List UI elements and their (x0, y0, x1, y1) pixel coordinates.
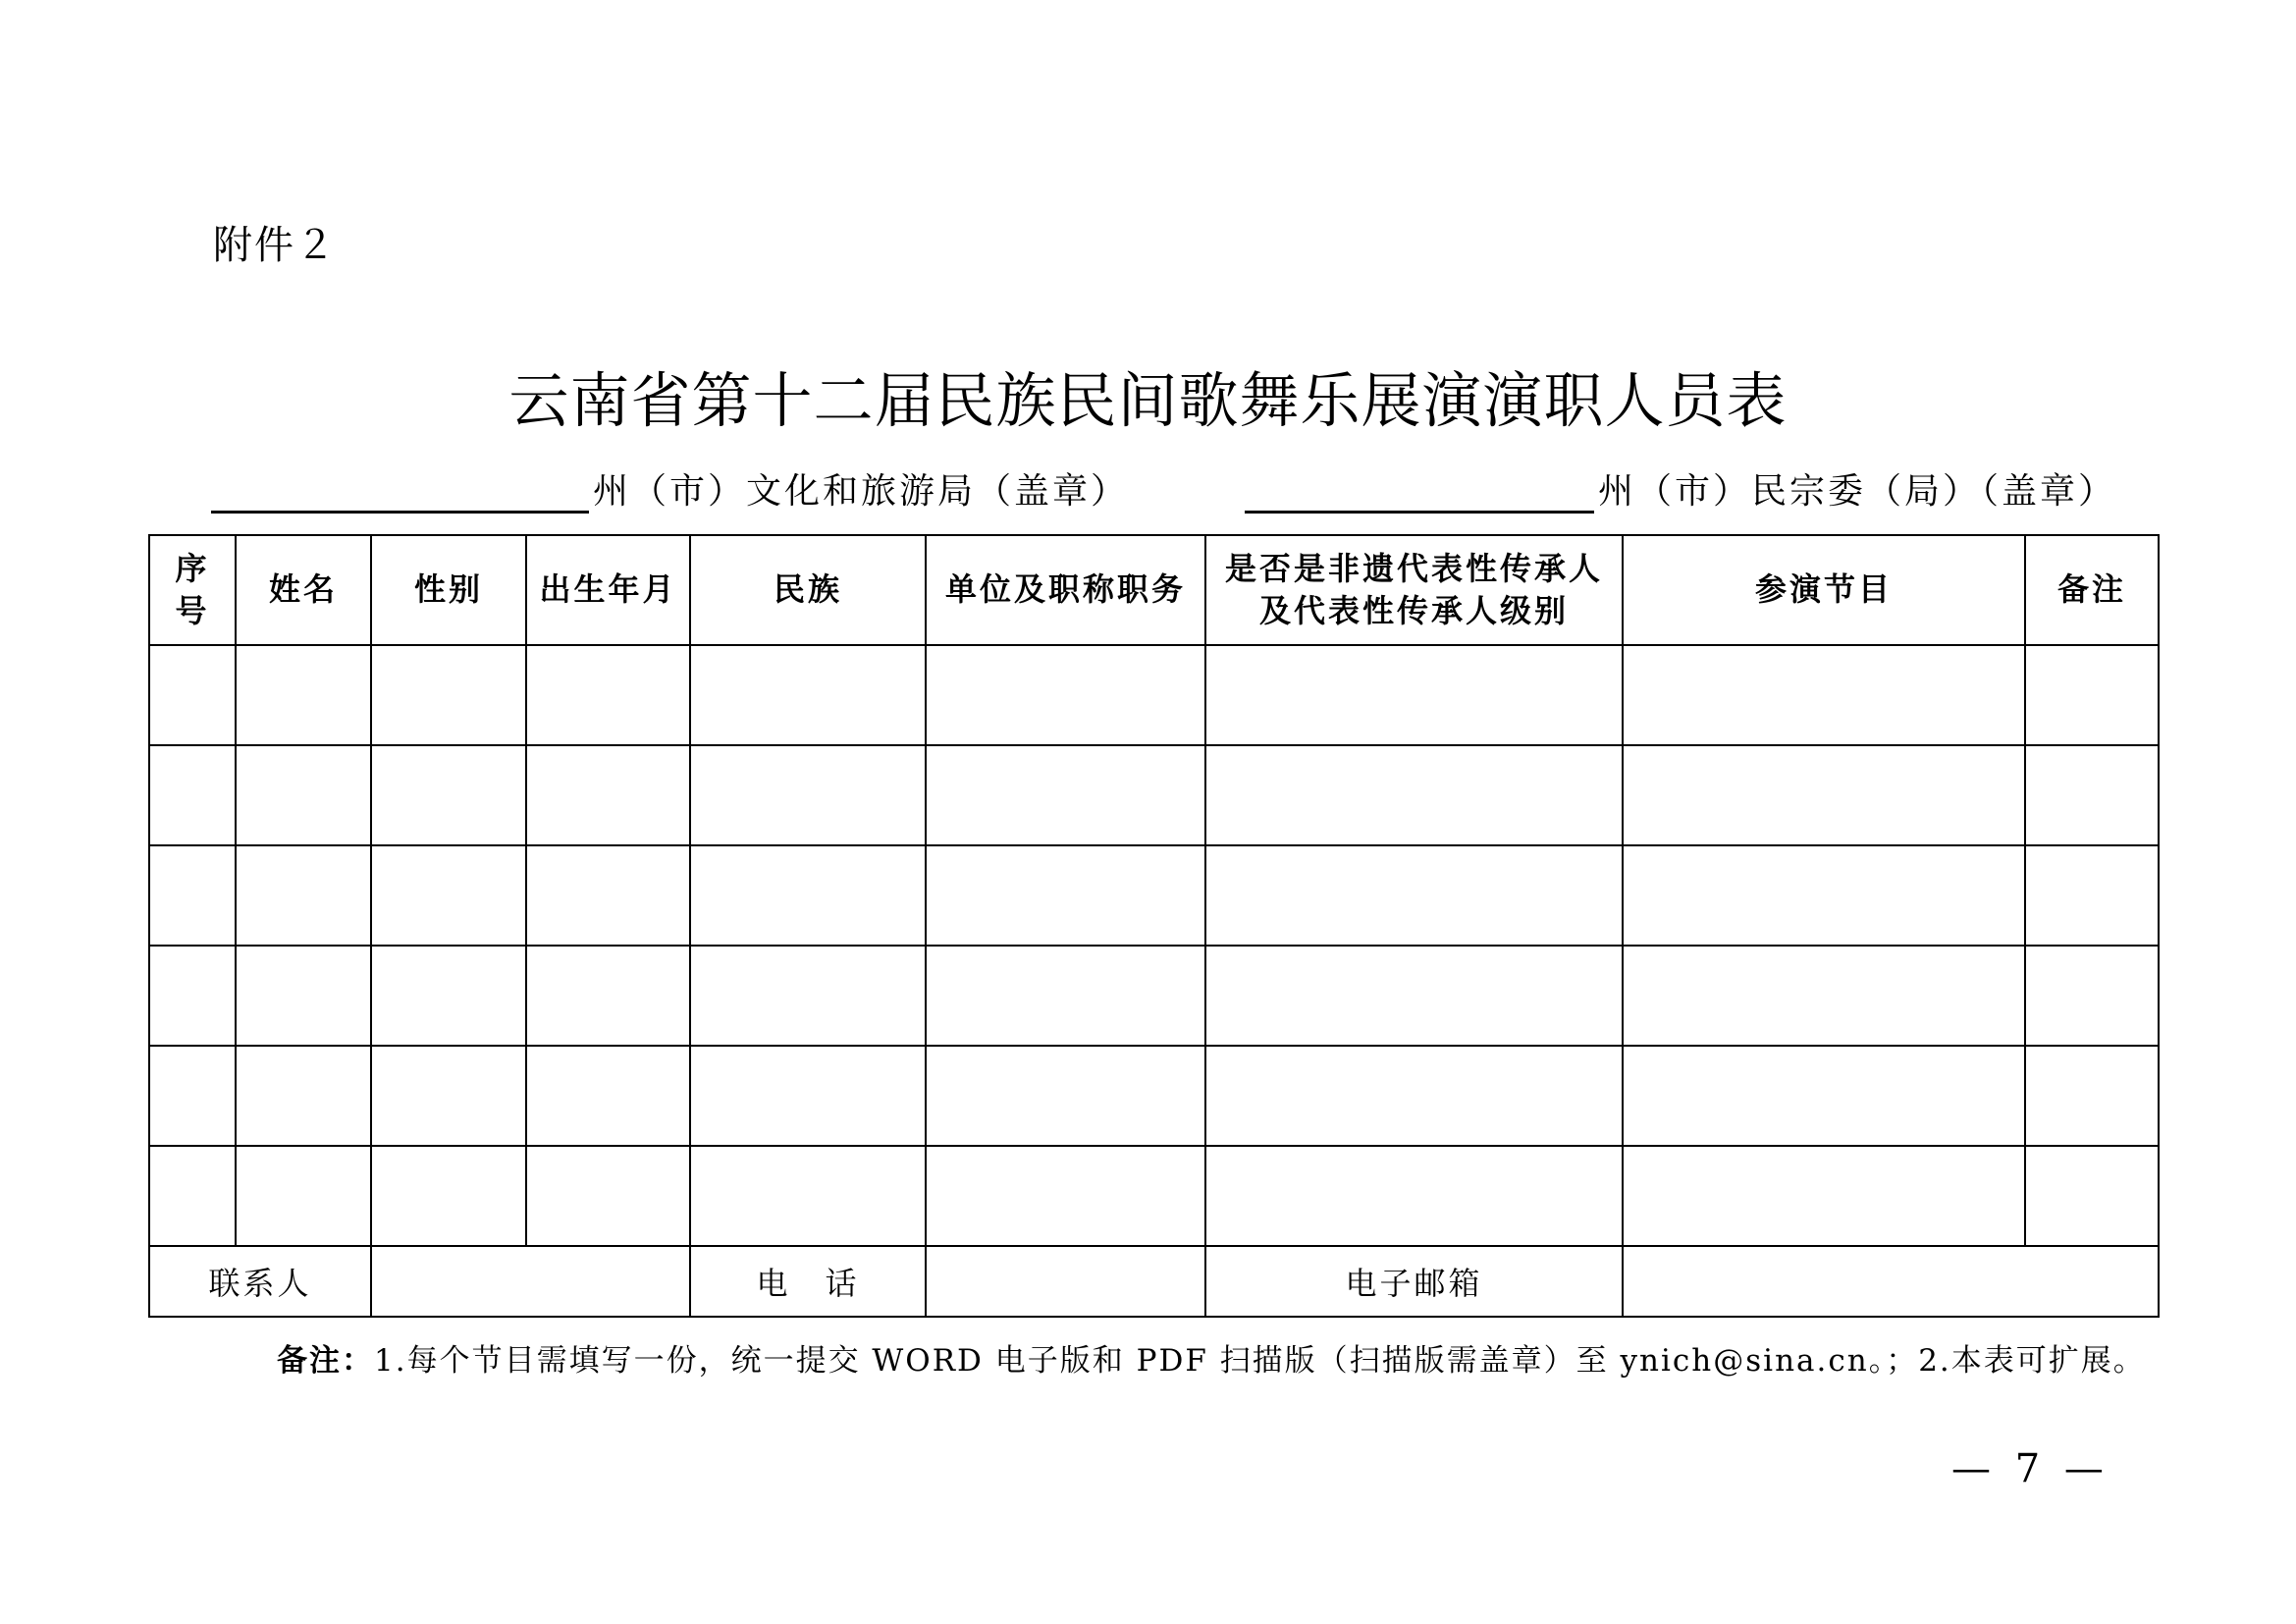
table-row (149, 1046, 2159, 1146)
cell-seq[interactable] (149, 745, 236, 845)
cell-gender[interactable] (371, 645, 526, 745)
prefecture-ethnic-bureau-line (1245, 463, 2116, 522)
header-gender: 性别 (371, 535, 526, 645)
cell-unit-title[interactable] (926, 946, 1205, 1046)
header-unit-title: 单位及职称职务 (926, 535, 1205, 645)
cell-heritage[interactable] (1205, 946, 1623, 1046)
cell-seq[interactable] (149, 946, 236, 1046)
cell-ethnicity[interactable] (690, 946, 926, 1046)
header-birth: 出生年月 (526, 535, 690, 645)
header-heritage-line1: 是否是非遗代表性传承人 (1224, 549, 1603, 587)
table-row (149, 645, 2159, 745)
cell-ethnicity[interactable] (690, 645, 926, 745)
culture-bureau-label: 州（市）文化和旅游局（盖章） (593, 471, 1130, 512)
cell-ethnicity[interactable] (690, 745, 926, 845)
cell-name[interactable] (236, 1146, 371, 1246)
cell-heritage[interactable] (1205, 645, 1623, 745)
footnote-label: 备注： (277, 1343, 374, 1379)
attachment-label: 附件２ (213, 223, 337, 268)
cell-ethnicity[interactable] (690, 1046, 926, 1146)
cell-unit-title[interactable] (926, 1146, 1205, 1246)
table-row (149, 946, 2159, 1046)
table-row (149, 745, 2159, 845)
cell-birth[interactable] (526, 1146, 690, 1246)
cell-unit-title[interactable] (926, 645, 1205, 745)
cell-seq[interactable] (149, 1046, 236, 1146)
cell-heritage[interactable] (1205, 745, 1623, 845)
cell-birth[interactable] (526, 946, 690, 1046)
header-heritage (1205, 535, 1623, 645)
cell-gender[interactable] (371, 845, 526, 946)
contact-person-label: 联系人 (149, 1246, 371, 1317)
cell-gender[interactable] (371, 1046, 526, 1146)
cell-remarks[interactable] (2025, 1146, 2159, 1246)
cell-program[interactable] (1623, 946, 2025, 1046)
footnote-text: 1.每个节目需填写一份，统一提交 WORD 电子版和 PDF 扫描版（扫描版需盖章）至 ynich@sina.cn。；2.本表可扩展。 (374, 1343, 2146, 1379)
cell-unit-title[interactable] (926, 845, 1205, 946)
email-label: 电子邮箱 (1205, 1246, 1623, 1317)
header-remarks: 备注 (2025, 535, 2159, 645)
prefecture-blank-left[interactable] (211, 471, 589, 514)
cell-birth[interactable] (526, 745, 690, 845)
prefecture-culture-bureau-line (211, 463, 1129, 522)
header-ethnicity: 民族 (690, 535, 926, 645)
cell-remarks[interactable] (2025, 745, 2159, 845)
cell-name[interactable] (236, 946, 371, 1046)
header-program: 参演节目 (1623, 535, 2025, 645)
cell-gender[interactable] (371, 946, 526, 1046)
header-seq (149, 535, 236, 645)
contact-person-value[interactable] (371, 1246, 690, 1317)
cell-remarks[interactable] (2025, 845, 2159, 946)
cell-unit-title[interactable] (926, 745, 1205, 845)
cell-remarks[interactable] (2025, 1046, 2159, 1146)
page-title: 云南省第十二届民族民间歌舞乐展演演职人员表 (508, 366, 1788, 436)
cell-name[interactable] (236, 1046, 371, 1146)
header-seq-line1: 序 (175, 549, 210, 587)
cell-gender[interactable] (371, 745, 526, 845)
phone-label: 电 话 (690, 1246, 926, 1317)
cell-ethnicity[interactable] (690, 845, 926, 946)
prefecture-blank-right[interactable] (1245, 471, 1594, 514)
header-row (149, 535, 2159, 645)
cell-unit-title[interactable] (926, 1046, 1205, 1146)
cell-heritage[interactable] (1205, 1046, 1623, 1146)
footnote (277, 1335, 2146, 1380)
cell-program[interactable] (1623, 1046, 2025, 1146)
cell-seq[interactable] (149, 845, 236, 946)
table-row (149, 845, 2159, 946)
cell-name[interactable] (236, 745, 371, 845)
cell-birth[interactable] (526, 845, 690, 946)
cell-program[interactable] (1623, 645, 2025, 745)
cell-remarks[interactable] (2025, 946, 2159, 1046)
cell-seq[interactable] (149, 1146, 236, 1246)
cell-program[interactable] (1623, 845, 2025, 946)
cell-program[interactable] (1623, 745, 2025, 845)
email-value[interactable] (1623, 1246, 2159, 1317)
phone-value[interactable] (926, 1246, 1205, 1317)
cell-ethnicity[interactable] (690, 1146, 926, 1246)
staff-roster-table (148, 534, 2160, 1318)
header-name: 姓名 (236, 535, 371, 645)
cell-heritage[interactable] (1205, 845, 1623, 946)
cell-program[interactable] (1623, 1146, 2025, 1246)
cell-name[interactable] (236, 845, 371, 946)
page-number: — 7 — (1951, 1446, 2109, 1491)
cell-gender[interactable] (371, 1146, 526, 1246)
ethnic-bureau-label: 州（市）民宗委（局）（盖章） (1598, 471, 2117, 512)
table-row (149, 1146, 2159, 1246)
cell-remarks[interactable] (2025, 645, 2159, 745)
cell-heritage[interactable] (1205, 1146, 1623, 1246)
header-heritage-line2: 及代表性传承人级别 (1258, 592, 1569, 629)
cell-birth[interactable] (526, 1046, 690, 1146)
cell-seq[interactable] (149, 645, 236, 745)
cell-name[interactable] (236, 645, 371, 745)
contact-row (149, 1246, 2159, 1317)
header-seq-line2: 号 (175, 592, 210, 629)
cell-birth[interactable] (526, 645, 690, 745)
